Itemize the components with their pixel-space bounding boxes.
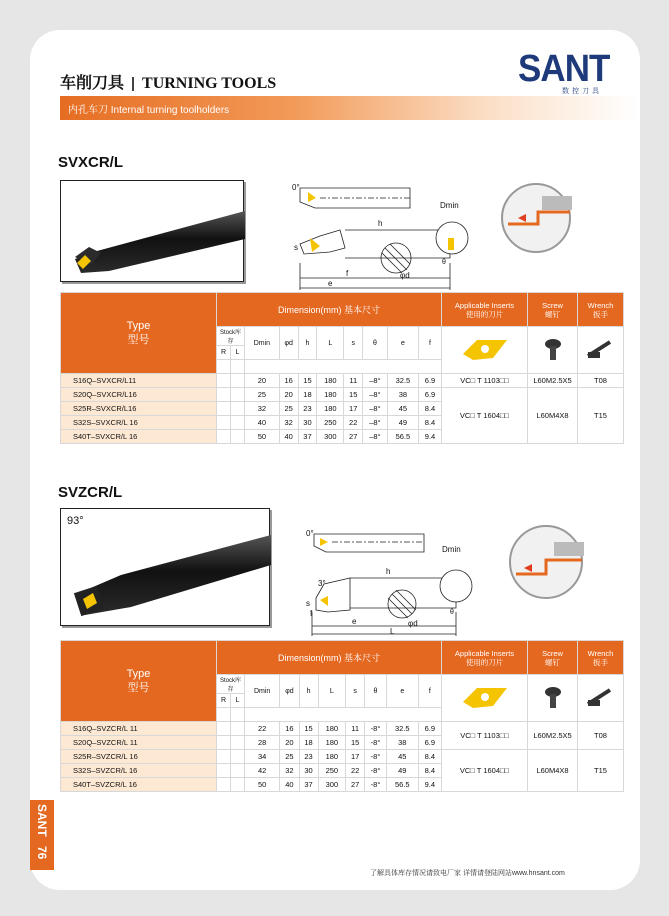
table-cell: 30 (299, 764, 318, 778)
table-cell: 180 (317, 402, 344, 416)
cell-L: 180 (317, 374, 344, 388)
col-phid: φd (280, 675, 299, 708)
cell-insert: VC□ T 1604□□ (442, 388, 528, 444)
logo-subtext: 数控刀具 (562, 88, 602, 95)
table-cell: 49 (386, 764, 418, 778)
stock-label-cn: 库存 (227, 678, 242, 693)
table-cell: 49 (387, 416, 418, 430)
col-h: h (298, 327, 317, 360)
table-cell (578, 675, 624, 722)
stock-label: Stock (219, 330, 235, 336)
type-header-en: Type (126, 320, 151, 332)
col-r: R (217, 694, 231, 708)
table-cell (231, 360, 245, 374)
table-cell: 40 (245, 416, 280, 430)
type-header-en: Type (126, 668, 151, 680)
table-row-model: S20Q–SVXCR/L16 (61, 388, 217, 402)
col-l: L (231, 346, 245, 360)
col-f: f (418, 675, 441, 708)
table-cell (528, 675, 578, 722)
screw-header: Screw (542, 648, 563, 658)
table-cell (528, 293, 578, 327)
cell-screw: L60M4X8 (528, 750, 578, 792)
col-f: f (419, 327, 442, 360)
table-cell: 8.4 (418, 750, 441, 764)
operation-diagram-svxcr (498, 182, 578, 254)
spec-table-svzcr (60, 640, 624, 792)
footer-note: 了解具体库存情况请致电厂家 详情请登陆网站www.hnsant.com (370, 870, 565, 877)
col-e: e (386, 675, 418, 708)
col-h: h (299, 675, 318, 708)
insert-icon (455, 334, 515, 364)
table-row-model: S40T–SVZCR/L 16 (61, 778, 217, 792)
table-cell (231, 736, 245, 750)
screw-header-cn: 螺钉 (545, 309, 560, 319)
inserts-header: Applicable Inserts (454, 300, 515, 310)
cell-phid: 16 (279, 374, 298, 388)
tool-photo-svzcr (60, 508, 270, 626)
label-zero-angle: 0° (292, 183, 300, 192)
table-cell (578, 293, 624, 327)
table-cell (217, 736, 231, 750)
table-cell (231, 750, 245, 764)
section-title-svxcr: SVXCR/L (58, 154, 124, 171)
table-row-model: S32S–SVZCR/L 16 (61, 764, 217, 778)
table-cell (442, 641, 528, 675)
toolholder-photo (61, 509, 271, 627)
table-cell: 22 (346, 764, 365, 778)
inserts-header-cn: 使用的刀片 (465, 657, 504, 667)
col-s: s (344, 327, 363, 360)
table-cell: 9.4 (419, 430, 442, 444)
table-cell (217, 722, 231, 736)
label-f: f (310, 609, 313, 618)
table-cell: -8° (365, 722, 387, 736)
table-cell (231, 778, 245, 792)
table-cell: 22 (245, 722, 280, 736)
table-cell: 25 (245, 388, 280, 402)
table-cell: 50 (245, 778, 280, 792)
table-cell (61, 293, 217, 374)
label-phid: φd (408, 619, 418, 628)
table-cell: 16 (280, 722, 299, 736)
type-header-cn: 型号 (127, 682, 150, 694)
table-cell: 6.9 (418, 722, 441, 736)
page-side-tab (30, 800, 54, 870)
table-cell (442, 327, 528, 374)
table-cell: 8.4 (419, 416, 442, 430)
table-cell (217, 708, 231, 722)
label-h: h (386, 567, 391, 576)
inserts-header-cn: 使用的刀片 (465, 309, 504, 319)
table-cell (245, 360, 442, 374)
table-cell (217, 750, 231, 764)
label-theta: θ (450, 609, 454, 616)
table-cell: 45 (387, 402, 418, 416)
screw-header: Screw (542, 300, 563, 310)
label-phid: φd (400, 271, 410, 280)
cell-screw: L60M2.5X5 (528, 374, 578, 388)
table-cell: 180 (318, 736, 346, 750)
type-header-cn: 型号 (127, 334, 150, 346)
logo-text: SANT (518, 48, 610, 90)
table-cell: –8° (363, 430, 388, 444)
table-cell (217, 374, 231, 388)
table-cell: 20 (279, 388, 298, 402)
table-cell (217, 764, 231, 778)
table-cell: 15 (299, 722, 318, 736)
insert-icon (455, 682, 515, 712)
table-cell: 180 (317, 388, 344, 402)
table-cell: 15 (346, 736, 365, 750)
table-cell: –8° (363, 388, 388, 402)
col-s: s (346, 675, 365, 708)
label-theta: θ (442, 259, 446, 266)
table-cell: -8° (365, 778, 387, 792)
screw-icon (538, 334, 568, 364)
table-cell: 9.4 (418, 778, 441, 792)
table-cell: 28 (245, 736, 280, 750)
table-row-model: S40T–SVXCR/L 16 (61, 430, 217, 444)
table-cell: 37 (298, 430, 317, 444)
table-cell: 45 (386, 750, 418, 764)
table-cell: 11 (346, 722, 365, 736)
col-r: R (217, 346, 231, 360)
section-title-svzcr: SVZCR/L (58, 484, 123, 501)
table-cell: -8° (365, 736, 387, 750)
table-cell: 6.9 (418, 736, 441, 750)
table-cell: 17 (344, 402, 363, 416)
cell-f: 6.9 (419, 374, 442, 388)
table-cell: 32 (280, 764, 299, 778)
table-cell (578, 641, 624, 675)
table-row-model: S16Q–SVZCR/L 11 (61, 722, 217, 736)
table-row-model: S32S–SVXCR/L 16 (61, 416, 217, 430)
side-tab-brand: SANT (35, 804, 49, 837)
page-title (60, 70, 276, 93)
table-cell (231, 430, 245, 444)
table-cell: 34 (245, 750, 280, 764)
table-cell (231, 388, 245, 402)
table-row-model: S25R–SVZCR/L 16 (61, 750, 217, 764)
spec-table-svxcr (60, 292, 624, 444)
cell-h: 15 (298, 374, 317, 388)
inserts-header: Applicable Inserts (454, 648, 515, 658)
table-cell (217, 402, 231, 416)
brand-logo (518, 48, 610, 98)
table-cell (231, 764, 245, 778)
wrench-header: Wrench (587, 300, 614, 310)
table-cell: 23 (298, 402, 317, 416)
cell-wrench: T08 (578, 722, 624, 750)
table-cell: 25 (279, 402, 298, 416)
table-cell (217, 675, 245, 694)
bore-diagram-svxcr (434, 198, 494, 268)
table-cell (217, 360, 231, 374)
label-e: e (352, 617, 357, 626)
table-cell: 6.9 (419, 388, 442, 402)
bore-diagram-svzcr (436, 542, 496, 622)
table-cell (61, 641, 217, 722)
title-divider (132, 77, 134, 91)
cell-dmin: 20 (245, 374, 280, 388)
catalog-page (30, 30, 640, 890)
table-cell: 8.4 (418, 764, 441, 778)
page-number: 76 (35, 846, 49, 860)
cell-screw: L60M4X8 (528, 388, 578, 444)
table-cell: -8° (365, 750, 387, 764)
table-cell: 38 (387, 388, 418, 402)
table-cell: 56.5 (387, 430, 418, 444)
table-row-model: S20Q–SVZCR/L 11 (61, 736, 217, 750)
table-cell: 300 (317, 430, 344, 444)
toolholder-photo (61, 181, 245, 283)
col-e: e (387, 327, 418, 360)
table-cell (217, 430, 231, 444)
label-f: f (346, 269, 349, 278)
table-cell: 30 (298, 416, 317, 430)
col-dmin: Dmin (245, 675, 280, 708)
col-theta: θ (363, 327, 388, 360)
label-h: h (378, 219, 383, 228)
table-cell (217, 388, 231, 402)
table-cell: 250 (318, 764, 346, 778)
title-cn: 车削刀具 (60, 75, 125, 92)
table-cell (231, 416, 245, 430)
table-cell: 37 (299, 778, 318, 792)
title-en: TURNING TOOLS (142, 75, 277, 92)
table-cell: 32 (245, 402, 280, 416)
screw-icon (538, 682, 568, 712)
table-cell: 27 (344, 430, 363, 444)
table-cell: 17 (346, 750, 365, 764)
table-cell: 27 (346, 778, 365, 792)
table-cell: 32 (279, 416, 298, 430)
table-cell: 15 (344, 388, 363, 402)
table-cell: 18 (298, 388, 317, 402)
category-band (60, 96, 640, 120)
table-cell: –8° (363, 416, 388, 430)
table-cell: -8° (365, 764, 387, 778)
table-cell (578, 327, 624, 374)
table-cell: 300 (318, 778, 346, 792)
table-cell (528, 641, 578, 675)
operation-diagram-svzcr (508, 524, 588, 604)
dimension-header: Dimension(mm) 基本尺寸 (217, 293, 442, 327)
wrench-header-cn: 扳手 (593, 657, 608, 667)
table-cell: 20 (280, 736, 299, 750)
cell-screw: L60M2.5X5 (528, 722, 578, 750)
label-three-deg: 3° (318, 579, 326, 588)
table-cell: –8° (363, 402, 388, 416)
col-L: L (318, 675, 346, 708)
cell-s: 11 (344, 374, 363, 388)
table-cell (442, 675, 528, 722)
table-cell (442, 293, 528, 327)
col-l: L (231, 694, 245, 708)
label-L: L (390, 627, 395, 636)
table-cell (231, 402, 245, 416)
wrench-header: Wrench (587, 648, 614, 658)
cell-insert: VC□ T 1103□□ (442, 374, 528, 388)
wrench-header-cn: 扳手 (593, 309, 608, 319)
table-cell: 180 (318, 750, 346, 764)
cell-wrench: T08 (578, 374, 624, 388)
stock-label-cn: 库存 (227, 330, 242, 345)
table-cell (217, 778, 231, 792)
table-cell: 50 (245, 430, 280, 444)
label-s: s (294, 243, 298, 252)
label-s: s (306, 599, 310, 608)
stock-label: Stock (219, 678, 235, 684)
dimension-header: Dimension(mm) 基本尺寸 (217, 641, 442, 675)
table-cell: 40 (279, 430, 298, 444)
cell-wrench: T15 (578, 750, 624, 792)
label-zero-angle: 0° (306, 529, 314, 538)
table-cell: 32.5 (386, 722, 418, 736)
wrench-icon (584, 682, 618, 712)
cell-theta: –8° (363, 374, 388, 388)
table-cell: 250 (317, 416, 344, 430)
table-cell: 23 (299, 750, 318, 764)
table-cell (231, 374, 245, 388)
table-cell: 25 (280, 750, 299, 764)
cell-wrench: T15 (578, 388, 624, 444)
table-cell (231, 708, 245, 722)
wrench-icon (584, 334, 618, 364)
table-cell (217, 327, 245, 346)
table-cell (217, 416, 231, 430)
table-cell: 180 (318, 722, 346, 736)
table-cell (231, 722, 245, 736)
label-dmin: Dmin (440, 201, 459, 210)
category-label: 内孔车刀 Internal turning toolholders (68, 105, 230, 116)
col-phid: φd (279, 327, 298, 360)
table-row-model: S25R–SVXCR/L16 (61, 402, 217, 416)
cell-e: 32.5 (387, 374, 418, 388)
table-cell (245, 708, 442, 722)
col-dmin: Dmin (245, 327, 280, 360)
col-theta: θ (365, 675, 387, 708)
table-cell: 22 (344, 416, 363, 430)
cell-insert: VC□ T 1103□□ (442, 722, 528, 750)
table-cell: 38 (386, 736, 418, 750)
label-e: e (328, 279, 333, 288)
table-row-model: S16Q–SVXCR/L11 (61, 374, 217, 388)
table-cell: 40 (280, 778, 299, 792)
label-dmin: Dmin (442, 545, 461, 554)
table-cell: 56.5 (386, 778, 418, 792)
tool-photo-svxcr (60, 180, 244, 282)
table-cell: 18 (299, 736, 318, 750)
col-L: L (317, 327, 344, 360)
lead-angle-label: 93° (67, 515, 84, 527)
table-cell: 8.4 (419, 402, 442, 416)
table-cell (528, 327, 578, 374)
table-cell: 42 (245, 764, 280, 778)
cell-insert: VC□ T 1604□□ (442, 750, 528, 792)
screw-header-cn: 螺钉 (545, 657, 560, 667)
